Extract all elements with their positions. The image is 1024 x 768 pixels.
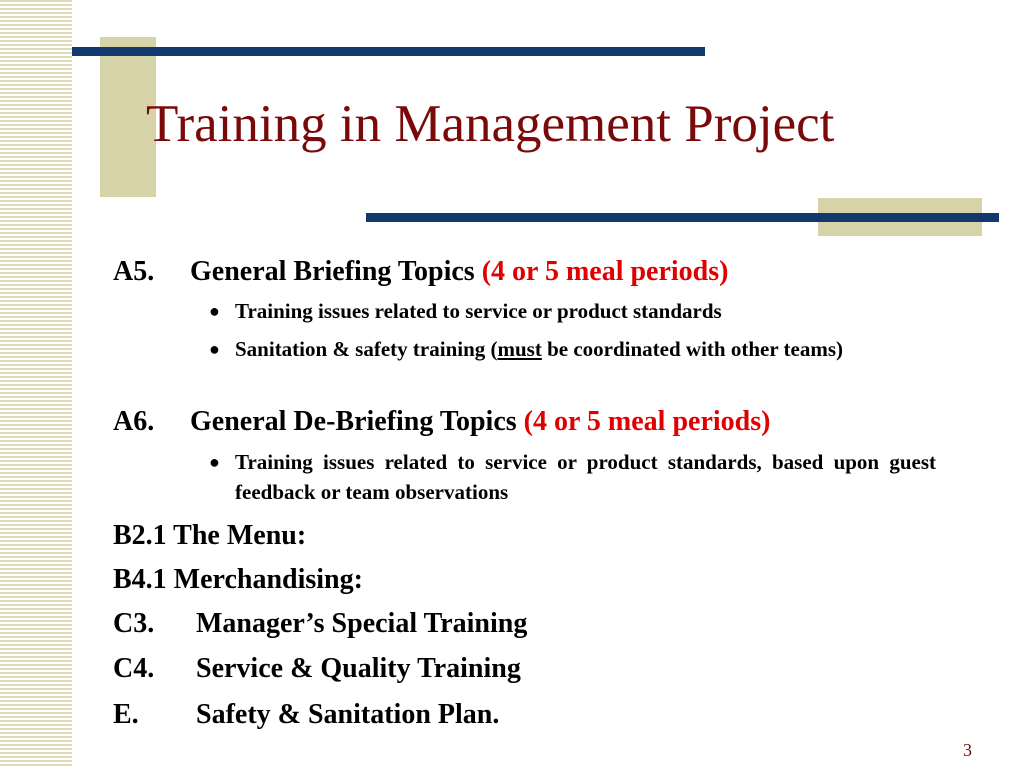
item-text: Service & Quality Training	[196, 653, 521, 684]
bullet-text-emphasis: must	[497, 337, 542, 361]
item-code: E.	[113, 699, 139, 730]
item-paren-close: )	[761, 406, 771, 437]
item-code: C4.	[113, 653, 155, 684]
item-paren-open: (	[481, 256, 492, 287]
item-paren-open: (	[523, 406, 533, 437]
bullet-text: Training issues related to service or product standards	[235, 299, 722, 323]
bullet-text: Training issues related to service or product standards, based upon guest feedback or team observations	[235, 450, 936, 504]
item-highlight: 4 or 5 meal periods	[491, 256, 720, 287]
item-b41	[113, 564, 363, 596]
bullet-icon: ●	[209, 301, 220, 321]
item-b21	[113, 520, 306, 552]
item-text: Safety & Sanitation Plan.	[196, 699, 500, 730]
bullet-icon: ●	[209, 339, 220, 359]
item-code: C3.	[113, 608, 155, 639]
page-number: 3	[963, 740, 972, 760]
item-c4	[113, 653, 521, 685]
bullet-text-pre: Sanitation & safety training (	[235, 337, 498, 361]
item-text: General De-Briefing Topics	[190, 406, 517, 437]
item-text: B4.1 Merchandising:	[113, 564, 363, 595]
bullet-item	[209, 334, 936, 364]
bullet-icon: ●	[209, 452, 220, 472]
item-code: A6.	[113, 406, 155, 437]
item-text: B2.1 The Menu:	[113, 520, 307, 551]
item-text: Manager’s Special Training	[196, 608, 528, 639]
bullet-item	[209, 447, 936, 507]
item-highlight: 4 or 5 meal periods	[532, 406, 762, 437]
item-text: General Briefing Topics	[190, 256, 475, 287]
item-paren-close: )	[719, 256, 729, 287]
item-e	[113, 699, 499, 731]
item-a6	[113, 406, 770, 438]
slide-title: Training in Management Project	[146, 95, 835, 153]
item-code: A5.	[113, 256, 155, 287]
decorative-bar-top	[72, 47, 705, 56]
item-a5	[113, 256, 728, 288]
bullet-item	[209, 296, 936, 326]
decorative-stripes	[0, 0, 72, 768]
decorative-bar-bottom	[366, 213, 999, 222]
bullet-text-post: be coordinated with other teams)	[541, 337, 844, 361]
item-c3	[113, 608, 527, 640]
